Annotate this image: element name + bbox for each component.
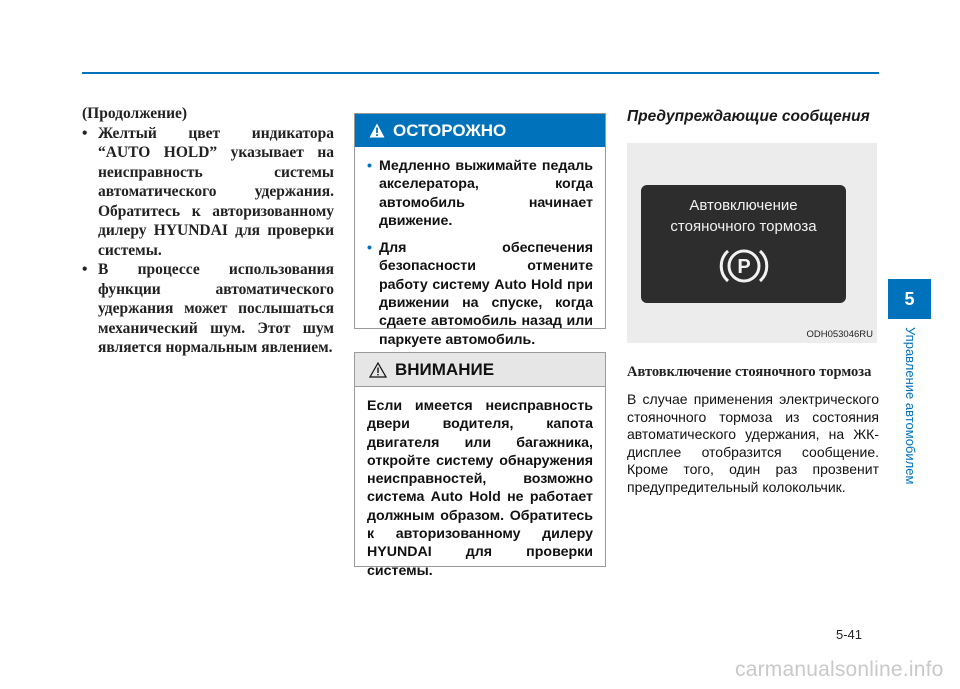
display-line-1: Автовключение bbox=[689, 197, 798, 214]
notice-body bbox=[355, 387, 605, 580]
display-line-2: стояночного тормоза bbox=[670, 218, 817, 235]
cluster-figure bbox=[627, 143, 877, 343]
notice-title: ВНИМАНИЕ bbox=[395, 359, 495, 379]
caution-body bbox=[355, 147, 605, 349]
watermark: carmanualsonline.info bbox=[735, 658, 944, 681]
chapter-label: Управление автомобилем bbox=[903, 327, 918, 485]
warning-outline-icon bbox=[369, 362, 387, 378]
caution-list bbox=[367, 157, 593, 349]
subsection-title: Автовключение стояночного тормоза bbox=[627, 364, 872, 380]
notice-box bbox=[354, 352, 606, 579]
notice-text: Если имеется неисправность двери водителя, капота двигателя или багажника, откройте систему обнаружения неисправностей, возможно система Auto Hold не работает должным образом. Обратитесь к авторизованному дилеру HYUNDAI для проверки системы. bbox=[367, 398, 593, 579]
section-title: Предупреждающие сообщения bbox=[627, 108, 870, 125]
warning-icon bbox=[369, 123, 385, 138]
list-item: • Медленно выжимайте педаль акселератора, когда автомобиль начинает движение. bbox=[367, 157, 593, 230]
caution-box bbox=[354, 113, 606, 348]
list-item: • В процессе использования функции автоматического удержания может послышаться механический шум. Этот шум является нормальным явлением. bbox=[82, 260, 334, 358]
caution-header bbox=[355, 114, 605, 147]
notice-header bbox=[355, 353, 605, 387]
svg-text:P: P bbox=[736, 256, 751, 278]
figure-code: ODH053046RU bbox=[806, 329, 873, 340]
left-bullet-list bbox=[82, 124, 334, 358]
cluster-display bbox=[641, 185, 846, 303]
list-item: • Для обеспечения безопасности отмените работу систему Auto Hold при движении на спуске, когда сдаете автомобиль назад или паркуете автомобиль. bbox=[367, 239, 593, 349]
caution-title: ОСТОРОЖНО bbox=[393, 120, 507, 140]
left-column bbox=[82, 104, 334, 358]
right-column bbox=[627, 108, 879, 497]
parking-brake-icon bbox=[718, 245, 770, 292]
top-rule bbox=[82, 72, 879, 74]
list-item: • Желтый цвет индикатора “AUTO HOLD” указывает на неисправность системы автоматического удержания. Обратитесь к авторизованному дилеру HYUNDAI для проверки системы. bbox=[82, 124, 334, 261]
page-number: 5-41 bbox=[836, 627, 863, 642]
continued-label: (Продолжение) bbox=[82, 105, 188, 122]
chapter-number-tab: 5 bbox=[888, 279, 931, 319]
subsection-paragraph: В случае применения электрического стояночного тормоза из состояния автоматического удержания, на ЖК-дисплее отобразится сообщение. Кроме того, один раз прозвенит предупредительный колокольчик. bbox=[627, 391, 879, 495]
